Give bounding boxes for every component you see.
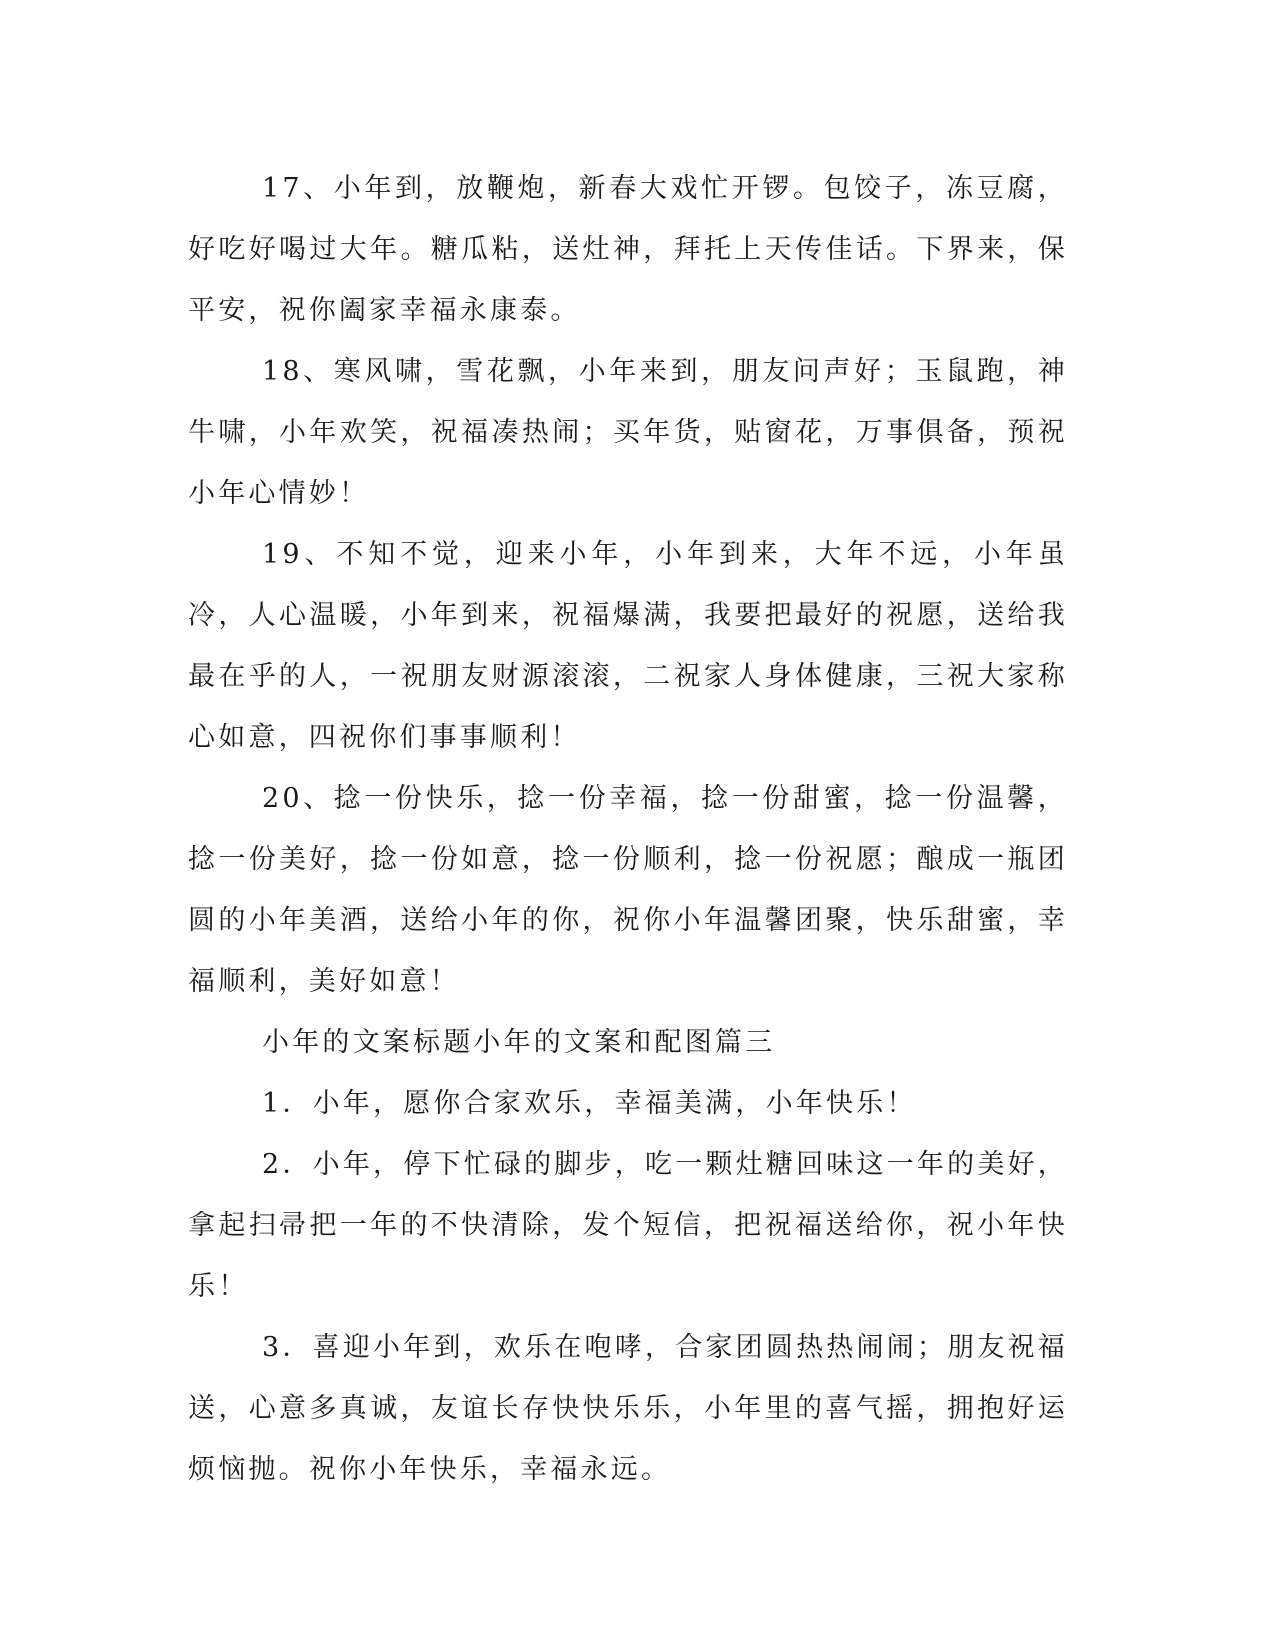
paragraph-17: 17、小年到，放鞭炮，新春大戏忙开锣。包饺子，冻豆腐，好吃好喝过大年。糖瓜粘，送灶神，拜托上天传佳话。下界来，保平安，祝你阖家幸福永康泰。 (188, 173, 1068, 326)
list-item-2: 2．小年，停下忙碌的脚步，吃一颗灶糖回味这一年的美好，拿起扫帚把一年的不快清除，发个短信，把祝福送给你，祝小年快乐！ (188, 1149, 1068, 1302)
document-body (188, 158, 1068, 1500)
list-item-1: 1．小年，愿你合家欢乐，幸福美满，小年快乐！ (262, 1088, 917, 1119)
section-heading: 小年的文案标题小年的文案和配图篇三 (262, 1027, 776, 1058)
paragraph-18: 18、寒风啸，雪花飘，小年来到，朋友问声好；玉鼠跑，神牛啸，小年欢笑，祝福凑热闹；买年货，贴窗花，万事俱备，预祝小年心情妙！ (188, 356, 1068, 509)
paragraph-19: 19、不知不觉，迎来小年，小年到来，大年不远，小年虽冷，人心温暖，小年到来，祝福爆满，我要把最好的祝愿，送给我最在乎的人，一祝朋友财源滚滚，二祝家人身体健康，三祝大家称心如意，四祝你们事事顺利！ (188, 539, 1068, 753)
list-item-3: 3．喜迎小年到，欢乐在咆哮，合家团圆热热闹闹；朋友祝福送，心意多真诚，友谊长存快快乐乐，小年里的喜气摇，拥抱好运烦恼抛。祝你小年快乐，幸福永远。 (188, 1332, 1068, 1485)
paragraph-20: 20、捻一份快乐，捻一份幸福，捻一份甜蜜，捻一份温馨，捻一份美好，捻一份如意，捻一份顺利，捻一份祝愿；酿成一瓶团圆的小年美酒，送给小年的你，祝你小年温馨团聚，快乐甜蜜，幸福顺利，美好如意！ (188, 783, 1068, 997)
